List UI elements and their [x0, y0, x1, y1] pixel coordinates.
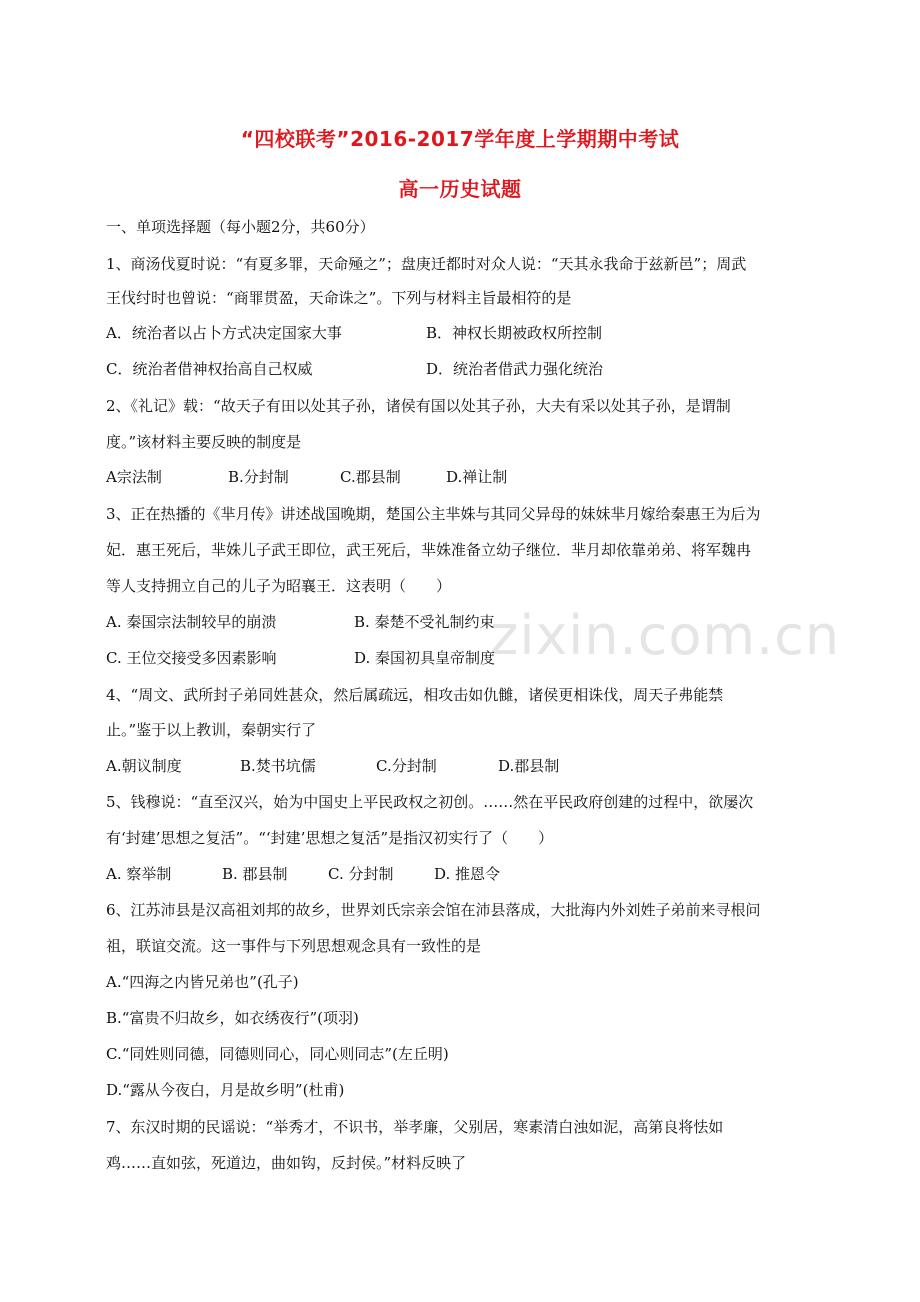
question-4-option-a: A.朝议制度: [106, 757, 182, 775]
question-7-line-1: 7、东汉时期的民谣说：“举秀才，不识书，举孝廉，父别居，寒素清白浊如泥，高第良将怯如: [106, 1118, 724, 1136]
question-4-option-c: C.分封制: [376, 757, 437, 775]
question-2-line-2: 度。”该材料主要反映的制度是: [106, 433, 302, 451]
question-1-line-1: 1、商汤伐夏时说：“有夏多罪，天命殛之”；盘庚迁都时对众人说：“天其永我命于兹新邑”；周武: [106, 255, 747, 273]
question-1-option-c: C．统治者借神权抬高自己权威: [106, 360, 313, 378]
question-3-line-2: 妃．惠王死后，芈姝儿子武王即位，武王死后，芈姝准备立幼子继位．芈月却依靠弟弟、将军魏冉: [106, 541, 752, 559]
question-1-line-2: 王伐纣时也曾说：“商罪贯盈，天命诛之”。下列与材料主旨最相符的是: [106, 289, 572, 307]
question-4-option-d: D.郡县制: [498, 757, 560, 775]
question-6-line-1: 6、江苏沛县是汉高祖刘邦的故乡，世界刘氏宗亲会馆在沛县落成，大批海内外刘姓子弟前来寻根问: [106, 901, 761, 919]
watermark: zixin.com.cn: [490, 604, 841, 667]
question-2-option-a: A宗法制: [106, 468, 162, 486]
question-1-option-a: A．统治者以占卜方式决定国家大事: [106, 324, 342, 342]
question-1-option-d: D．统治者借武力强化统治: [426, 360, 604, 378]
question-3-option-d: D. 秦国初具皇帝制度: [354, 649, 496, 667]
question-4-option-b: B.焚书坑儒: [240, 757, 316, 775]
question-5-option-b: B. 郡县制: [222, 865, 288, 883]
question-5-line-2: 有‘封建’思想之复活”。“‘封建’思想之复活”是指汉初实行了（ ）: [106, 829, 554, 847]
question-6-line-2: 祖，联谊交流。这一事件与下列思想观念具有一致性的是: [106, 937, 482, 955]
question-3-line-1: 3、正在热播的《芈月传》讲述战国晚期，楚国公主芈姝与其同父异母的妹妹芈月嫁给秦惠王为后为: [106, 505, 761, 523]
question-2-option-d: D.禅让制: [446, 468, 508, 486]
question-5-option-a: A. 察举制: [106, 865, 172, 883]
question-2-option-c: C.郡县制: [340, 468, 401, 486]
question-6-option-c: C.“同姓则同德，同德则同心，同心则同志”(左丘明): [106, 1045, 449, 1063]
question-6-option-d: D.“露从今夜白，月是故乡明”(杜甫): [106, 1081, 345, 1099]
question-3-option-c: C. 王位交接受多因素影响: [106, 649, 277, 667]
question-7-line-2: 鸡……直如弦，死道边，曲如钩，反封侯。”材料反映了: [106, 1154, 467, 1172]
question-5-line-1: 5、钱穆说：“直至汉兴，始为中国史上平民政权之初创。……然在平民政府创建的过程中，欲屡次: [106, 793, 754, 811]
question-3-option-b: B. 秦楚不受礼制约束: [354, 613, 495, 631]
question-4-line-1: 4、“周文、武所封子弟同姓甚众，然后属疏远，相攻击如仇雠，诸侯更相诛伐，周天子弗能禁: [106, 686, 724, 704]
question-5-option-d: D. 推恩令: [434, 865, 501, 883]
question-1-option-b: B．神权长期被政权所控制: [426, 324, 603, 342]
question-3-line-3: 等人支持拥立自己的儿子为昭襄王．这表明（ ）: [106, 577, 452, 595]
question-2-line-1: 2、《礼记》载：“故天子有田以处其子孙，诸侯有国以处其子孙，大夫有采以处其子孙，是谓制: [106, 397, 731, 415]
question-2-option-b: B.分封制: [228, 468, 289, 486]
question-4-line-2: 止。”鉴于以上教训，秦朝实行了: [106, 721, 317, 739]
page-subtitle: 高一历史试题: [398, 177, 522, 201]
question-5-option-c: C. 分封制: [328, 865, 394, 883]
question-3-option-a: A. 秦国宗法制较早的崩溃: [106, 613, 277, 631]
section-heading: 一、单项选择题（每小题2分，共60分）: [106, 218, 375, 236]
page-title: “四校联考”2016-2017学年度上学期期中考试: [240, 127, 680, 151]
question-6-option-a: A.“四海之内皆兄弟也”(孔子): [106, 973, 299, 991]
question-6-option-b: B.“富贵不归故乡，如衣绣夜行”(项羽): [106, 1009, 359, 1027]
